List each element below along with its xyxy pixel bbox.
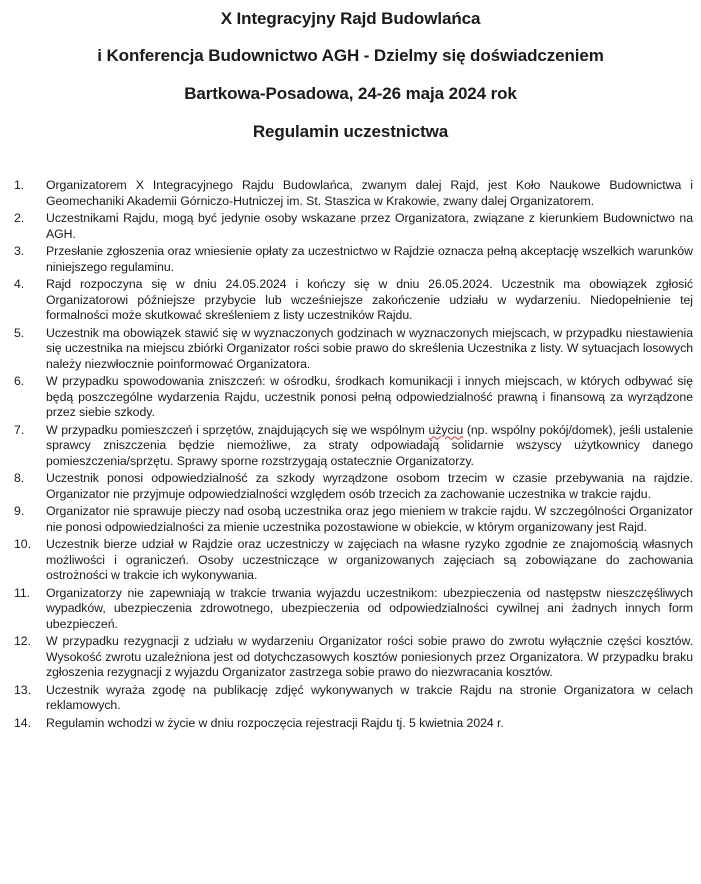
rule-number: 2. bbox=[14, 211, 25, 225]
rule-item bbox=[0, 586, 701, 633]
rule-text: Uczestnik bierze udział w Rajdzie oraz uczestniczy w zajęciach na własne ryzyko zgodnie ze znajomością własnych możliwości i ograniczeń. Osoby uczestniczące w organizowanych zajęciach są zobowiązane do zachowania ostrożności w trakcie ich wykonywania. bbox=[46, 537, 693, 582]
rule-item bbox=[0, 374, 701, 421]
rule-text: Rajd rozpoczyna się w dniu 24.05.2024 i kończy się w dniu 26.05.2024. Uczestnik ma obowiązek zgłosić Organizatorowi późniejsze przybycie lub wcześniejsze zakończenie udziału w wydarzeniu. Niedopełnienie tej formalności może skutkować skreśleniem z listy uczestników Rajdu. bbox=[46, 277, 693, 322]
rule-text: Uczestnikami Rajdu, mogą być jedynie osoby wskazane przez Organizatora, związane z kierunkiem Budownictwo na AGH. bbox=[46, 211, 693, 241]
rule-text: Organizatorem X Integracyjnego Rajdu Budowlańca, zwanym dalej Rajd, jest Koło Naukowe Budownictwa i Geomechaniki Akademii Górniczo-Hutniczej im. St. Staszica w Krakowie, zwany dalej Organizatorem. bbox=[46, 178, 693, 208]
rule-number: 13. bbox=[14, 682, 31, 697]
rule-text: Uczestnik ponosi odpowiedzialność za szkody wyrządzone osobom trzecim w czasie przebywania na rajdzie. Organizator nie przyjmuje odpowiedzialności względem osób trzecich za zachowanie uczestnika w trakcie rajdu. bbox=[46, 471, 693, 501]
rule-number: 14. bbox=[14, 715, 31, 730]
rule-item bbox=[0, 683, 701, 714]
rule-text-end: (np. wspólny pokój/domek), jeśli ustalenie sprawcy zniszczenia będzie niemożliwe, za straty odpowiadają solidarnie wszyscy użytkownicy danego pomieszczenia/sprzętu. Sprawy sporne rozstrzygają ostatecznie Organizatorzy. bbox=[46, 422, 693, 468]
event-place-date: Bartkowa-Posadowa, 24-26 maja 2024 rok bbox=[184, 84, 517, 103]
rule-item bbox=[0, 244, 701, 275]
document-subtitle: i Konferencja Budownictwo AGH - Dzielmy się doświadczeniem bbox=[97, 46, 604, 65]
document-title: X Integracyjny Rajd Budowlańca bbox=[220, 9, 481, 28]
rule-item bbox=[0, 634, 701, 681]
rule-number: 12. bbox=[14, 634, 31, 648]
spellcheck-marked-word: użyciu bbox=[428, 422, 464, 437]
rule-text: Organizatorzy nie zapewniają w trakcie trwania wyjazdu uczestnikom: ubezpieczenia od następstw nieszczęśliwych wypadków, ubezpieczenia zdrowotnego, ubezpieczenia od odpowiedzialności cywilnej ani żadnych innych form ubezpieczeń. bbox=[46, 585, 693, 631]
document-header bbox=[0, 0, 701, 142]
rule-number: 1. bbox=[14, 178, 25, 192]
rule-text: W przypadku rezygnacji z udziału w wydarzeniu Organizator rości sobie prawo do zwrotu wyłącznie części kosztów. Wysokość zwrotu uzależniona jest od dotychczasowych kosztów poniesionych przez Organizatora. W przypadku braku zgłoszenia rezygnacji z wyjazdu Organizator zastrzega sobie prawo do niezwracania kosztów. bbox=[46, 634, 693, 679]
rule-item bbox=[0, 277, 701, 324]
rule-number: 8. bbox=[14, 471, 25, 485]
rule-number: 7. bbox=[14, 422, 25, 437]
rule-item bbox=[0, 716, 701, 732]
rule-number: 9. bbox=[14, 504, 25, 518]
rule-item bbox=[0, 211, 701, 242]
rule-item bbox=[0, 471, 701, 502]
rule-text: Organizator nie sprawuje pieczy nad osobą uczestnika oraz jego mieniem w trakcie rajdu. W szczególności Organizator nie ponosi odpowiedzialności za mienie uczestnika pozostawione w obiekcie, w którym organizowany jest Rajd. bbox=[46, 504, 693, 534]
rule-text: W przypadku spowodowania zniszczeń: w ośrodku, środkach komunikacji i innych miejscach, w których odbywać się będą poszczególne wydarzenia Rajdu, uczestnik ponosi pełną odpowiedzialność prawną i finansową za wyrządzone przez siebie szkody. bbox=[46, 374, 693, 419]
rule-item bbox=[0, 537, 701, 584]
rule-text: Regulamin wchodzi w życie w dniu rozpoczęcia rejestracji Rajdu tj. 5 kwietnia 2024 r. bbox=[46, 715, 504, 730]
rules-list bbox=[0, 178, 701, 733]
rule-item bbox=[0, 423, 701, 470]
rule-text: Uczestnik ma obowiązek stawić się w wyznaczonych godzinach w wyznaczonych miejscach, w przypadku niestawienia się uczestnika na miejscu zbiórki Organizator rości sobie prawo do skreślenia Uczestnika z listy. W sytuacjach losowych należy niezwłocznie poinformować Organizatora. bbox=[46, 325, 693, 371]
rule-item bbox=[0, 326, 701, 373]
rule-item bbox=[0, 504, 701, 535]
rule-number: 10. bbox=[14, 537, 31, 551]
regulation-heading: Regulamin uczestnictwa bbox=[252, 122, 449, 141]
rule-text: Uczestnik wyraża zgodę na publikację zdjęć wykonywanych w trakcie Rajdu na stronie Organizatora w celach reklamowych. bbox=[46, 682, 693, 712]
rule-text: Przesłanie zgłoszenia oraz wniesienie opłaty za uczestnictwo w Rajdzie oznacza pełną akceptację wszelkich warunków niniejszego regulaminu. bbox=[46, 244, 693, 274]
rule-number: 6. bbox=[14, 374, 25, 388]
rule-number: 4. bbox=[14, 277, 25, 291]
rule-number: 3. bbox=[14, 244, 25, 258]
rule-text-start: W przypadku pomieszczeń i sprzętów, znajdujących się we wspólnym bbox=[46, 422, 429, 437]
rule-number: 5. bbox=[14, 325, 25, 340]
rule-item bbox=[0, 178, 701, 209]
rule-number: 11. bbox=[14, 585, 31, 600]
